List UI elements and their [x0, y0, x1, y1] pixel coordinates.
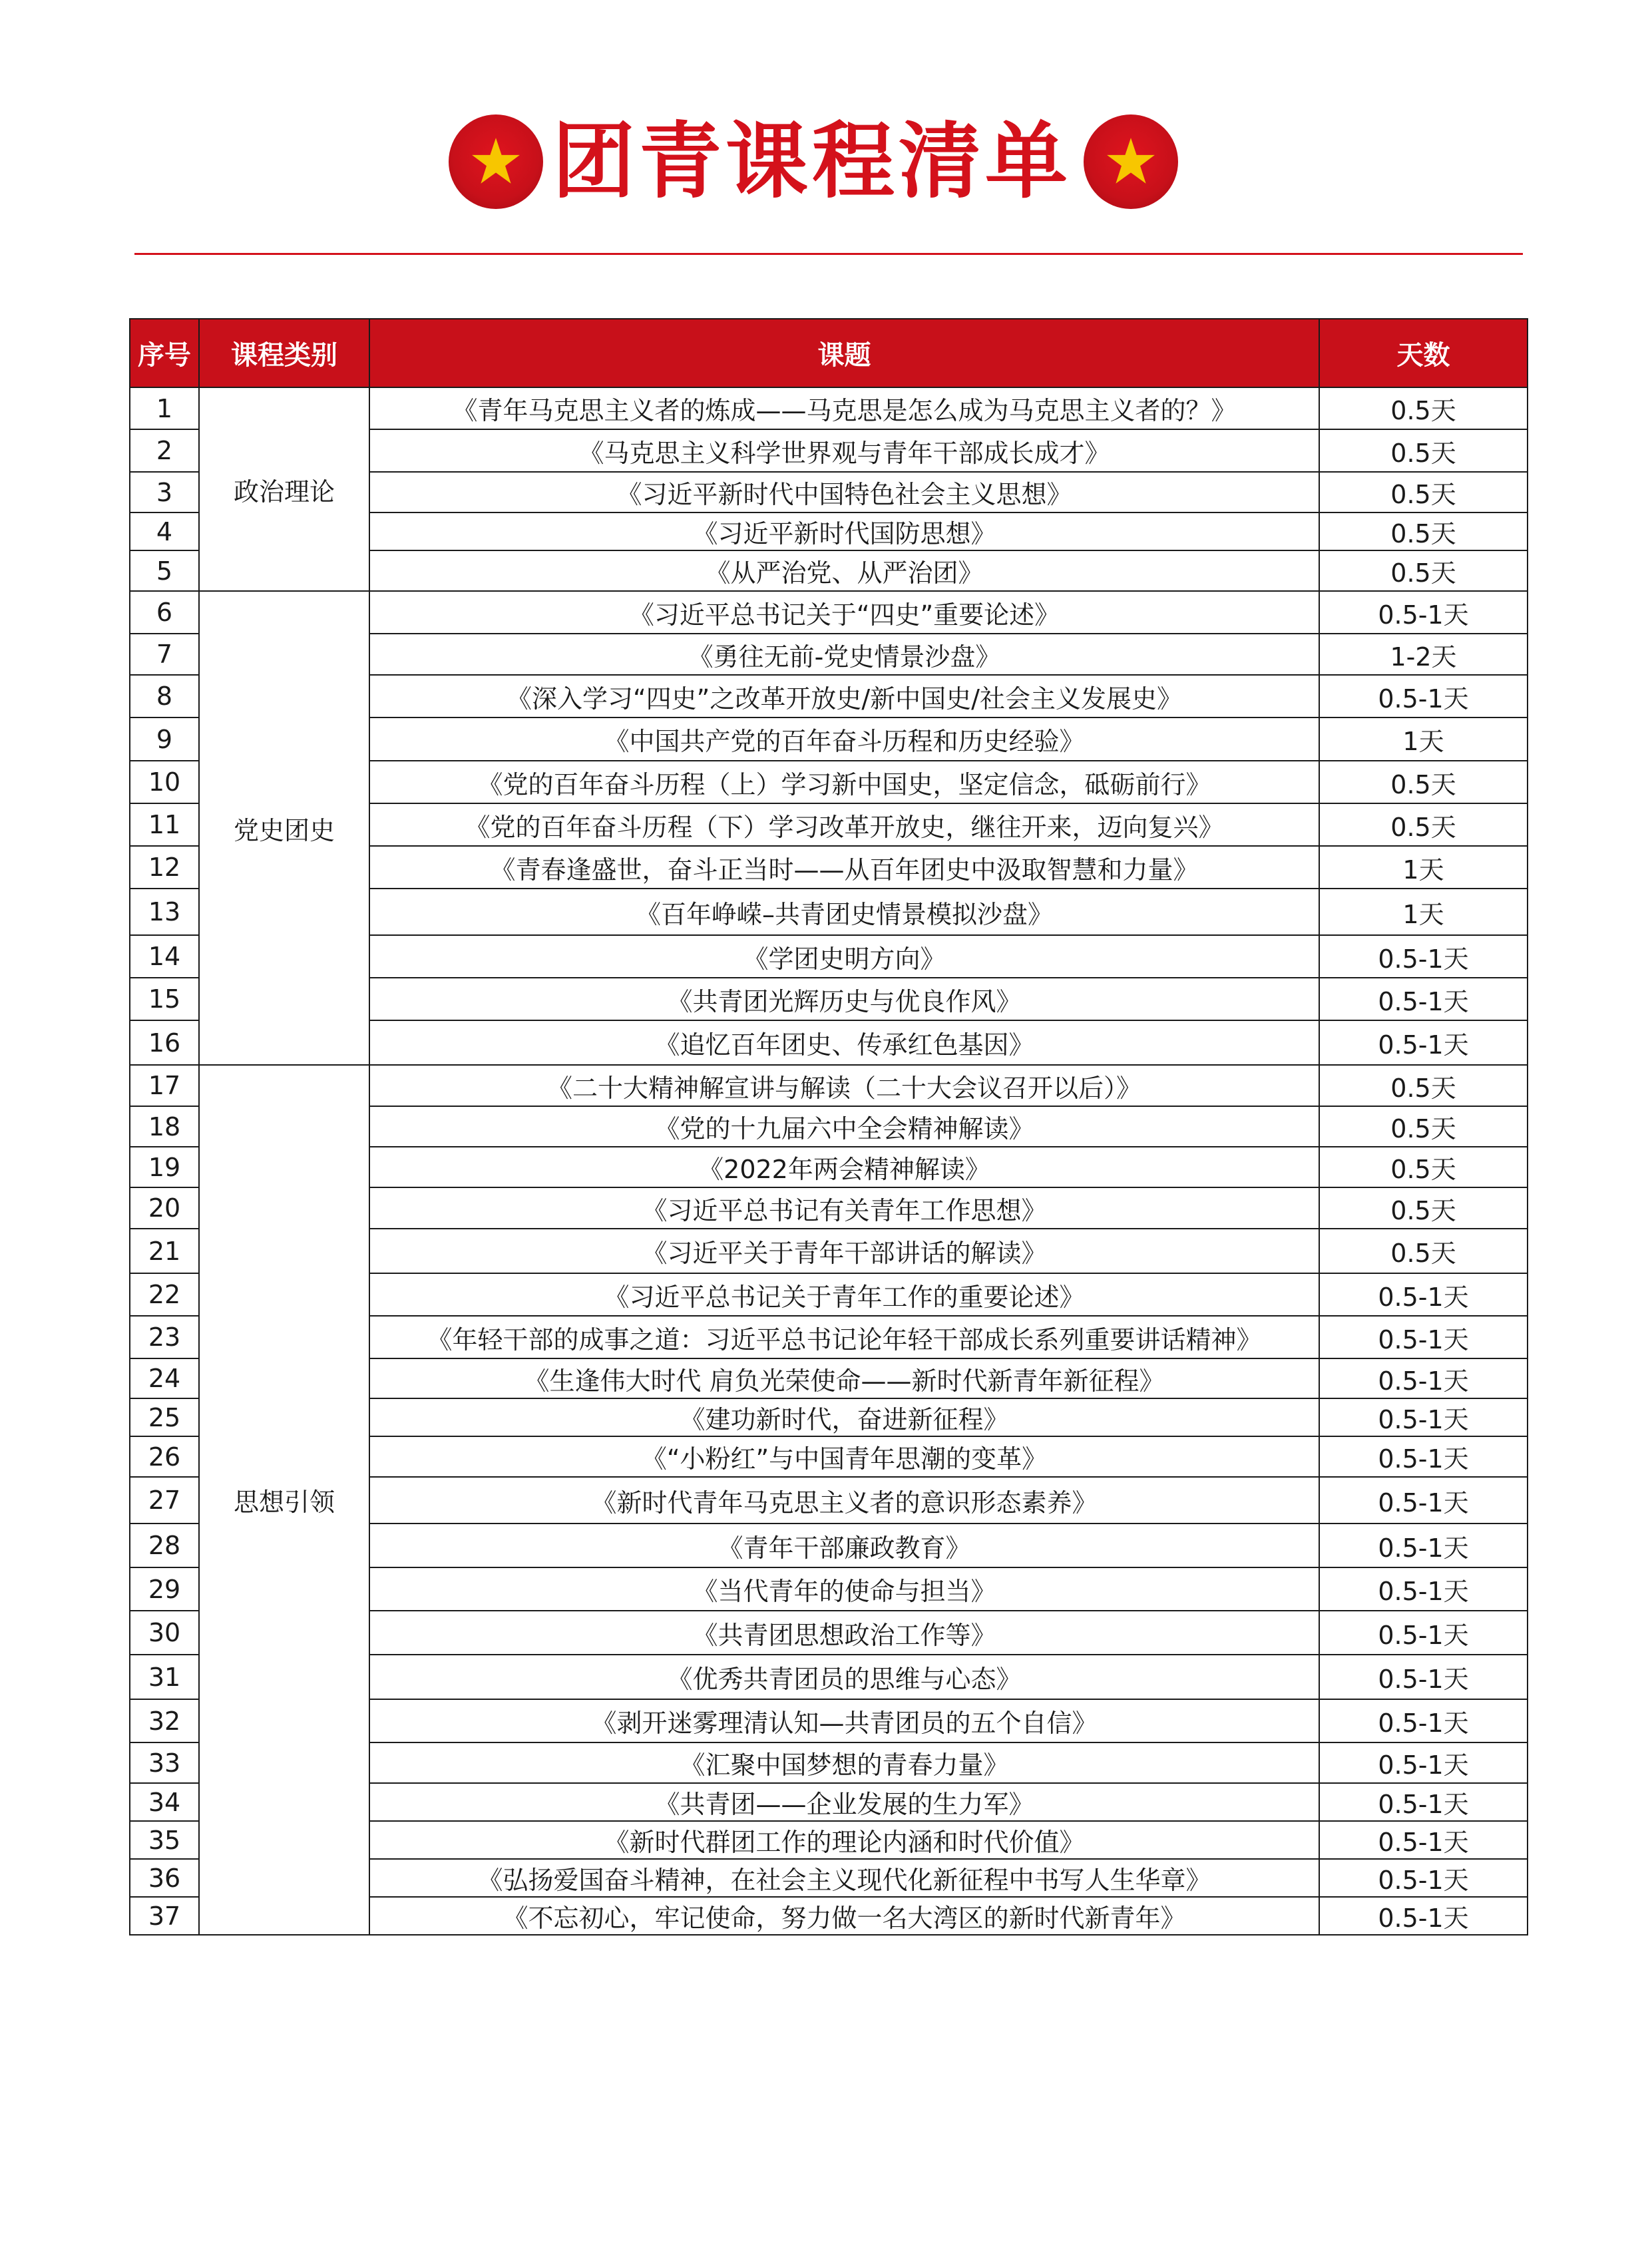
topic-cell: 《习近平总书记有关青年工作思想》 — [369, 1187, 1319, 1229]
row-number: 15 — [130, 978, 199, 1020]
row-number: 20 — [130, 1187, 199, 1229]
table-row — [130, 1065, 1528, 1106]
topic-cell: 《年轻干部的成事之道：习近平总书记论年轻干部成长系列重要讲话精神》 — [369, 1316, 1319, 1358]
category-cell: 政治理论 — [199, 387, 369, 591]
row-number: 25 — [130, 1398, 199, 1436]
days-cell: 1天 — [1319, 846, 1528, 889]
topic-cell: 《习近平总书记关于青年工作的重要论述》 — [369, 1273, 1319, 1316]
days-cell: 0.5-1天 — [1319, 1655, 1528, 1699]
days-cell: 0.5天 — [1319, 803, 1528, 846]
topic-cell: 《新时代群团工作的理论内涵和时代价值》 — [369, 1821, 1319, 1859]
row-number: 1 — [130, 387, 199, 429]
topic-cell: 《优秀共青团员的思维与心态》 — [369, 1655, 1319, 1699]
title-divider — [134, 253, 1523, 255]
header-category: 课程类别 — [199, 319, 369, 387]
row-number: 22 — [130, 1273, 199, 1316]
star-badge-right — [1084, 114, 1178, 209]
days-cell: 0.5天 — [1319, 761, 1528, 803]
row-number: 12 — [130, 846, 199, 889]
row-number: 30 — [130, 1611, 199, 1655]
topic-cell: 《习近平新时代中国特色社会主义思想》 — [369, 472, 1319, 512]
topic-cell: 《青春逢盛世，奋斗正当时——从百年团史中汲取智慧和力量》 — [369, 846, 1319, 889]
header-days: 天数 — [1319, 319, 1528, 387]
days-cell: 1-2天 — [1319, 634, 1528, 675]
days-cell: 0.5-1天 — [1319, 1524, 1528, 1567]
category-cell: 思想引领 — [199, 1065, 369, 1935]
course-table — [129, 318, 1528, 1935]
days-cell: 0.5天 — [1319, 472, 1528, 512]
row-number: 21 — [130, 1229, 199, 1273]
days-cell: 0.5-1天 — [1319, 1273, 1528, 1316]
days-cell: 1天 — [1319, 717, 1528, 761]
topic-cell: 《生逢伟大时代 肩负光荣使命——新时代新青年新征程》 — [369, 1358, 1319, 1398]
row-number: 3 — [130, 472, 199, 512]
topic-cell: 《当代青年的使命与担当》 — [369, 1567, 1319, 1611]
days-cell: 0.5-1天 — [1319, 1699, 1528, 1742]
table-body — [130, 387, 1528, 1935]
table-row — [130, 591, 1528, 634]
row-number: 2 — [130, 429, 199, 472]
row-number: 29 — [130, 1567, 199, 1611]
topic-cell: 《习近平关于青年干部讲话的解读》 — [369, 1229, 1319, 1273]
days-cell: 0.5天 — [1319, 1187, 1528, 1229]
row-number: 24 — [130, 1358, 199, 1398]
row-number: 35 — [130, 1821, 199, 1859]
topic-cell: 《建功新时代，奋进新征程》 — [369, 1398, 1319, 1436]
table-header-row — [130, 319, 1528, 387]
days-cell: 0.5天 — [1319, 1065, 1528, 1106]
days-cell: 0.5-1天 — [1319, 1859, 1528, 1897]
days-cell: 0.5-1天 — [1319, 675, 1528, 717]
days-cell: 0.5-1天 — [1319, 1316, 1528, 1358]
topic-cell: 《学团史明方向》 — [369, 935, 1319, 978]
topic-cell: 《党的百年奋斗历程（上）学习新中国史，坚定信念，砥砺前行》 — [369, 761, 1319, 803]
row-number: 23 — [130, 1316, 199, 1358]
days-cell: 0.5-1天 — [1319, 1398, 1528, 1436]
table-row — [130, 387, 1528, 429]
row-number: 31 — [130, 1655, 199, 1699]
topic-cell: 《青年马克思主义者的炼成——马克思是怎么成为马克思主义者的？》 — [369, 387, 1319, 429]
row-number: 33 — [130, 1742, 199, 1783]
topic-cell: 《共青团思想政治工作等》 — [369, 1611, 1319, 1655]
topic-cell: 《新时代青年马克思主义者的意识形态素养》 — [369, 1477, 1319, 1524]
row-number: 16 — [130, 1020, 199, 1065]
days-cell: 0.5-1天 — [1319, 1020, 1528, 1065]
days-cell: 0.5天 — [1319, 1106, 1528, 1147]
topic-cell: 《共青团光辉历史与优良作风》 — [369, 978, 1319, 1020]
row-number: 5 — [130, 550, 199, 591]
days-cell: 0.5天 — [1319, 387, 1528, 429]
topic-cell: 《汇聚中国梦想的青春力量》 — [369, 1742, 1319, 1783]
row-number: 27 — [130, 1477, 199, 1524]
days-cell: 0.5-1天 — [1319, 1897, 1528, 1935]
header-no: 序号 — [130, 319, 199, 387]
row-number: 28 — [130, 1524, 199, 1567]
topic-cell: 《习近平新时代国防思想》 — [369, 512, 1319, 550]
topic-cell: 《中国共产党的百年奋斗历程和历史经验》 — [369, 717, 1319, 761]
topic-cell: 《共青团——企业发展的生力军》 — [369, 1783, 1319, 1821]
topic-cell: 《2022年两会精神解读》 — [369, 1147, 1319, 1187]
row-number: 17 — [130, 1065, 199, 1106]
row-number: 6 — [130, 591, 199, 634]
row-number: 18 — [130, 1106, 199, 1147]
days-cell: 0.5-1天 — [1319, 1821, 1528, 1859]
days-cell: 0.5-1天 — [1319, 1436, 1528, 1477]
days-cell: 0.5天 — [1319, 550, 1528, 591]
days-cell: 0.5天 — [1319, 1229, 1528, 1273]
topic-cell: 《“小粉红”与中国青年思潮的变革》 — [369, 1436, 1319, 1477]
row-number: 10 — [130, 761, 199, 803]
days-cell: 0.5-1天 — [1319, 1783, 1528, 1821]
category-cell: 党史团史 — [199, 591, 369, 1065]
topic-cell: 《深入学习“四史”之改革开放史/新中国史/社会主义发展史》 — [369, 675, 1319, 717]
row-number: 19 — [130, 1147, 199, 1187]
days-cell: 0.5-1天 — [1319, 1611, 1528, 1655]
topic-cell: 《追忆百年团史、传承红色基因》 — [369, 1020, 1319, 1065]
page-title: 团青课程清单 — [552, 114, 1072, 210]
row-number: 4 — [130, 512, 199, 550]
star-icon — [1105, 136, 1157, 188]
days-cell: 0.5天 — [1319, 1147, 1528, 1187]
topic-cell: 《习近平总书记关于“四史”重要论述》 — [369, 591, 1319, 634]
topic-cell: 《从严治党、从严治团》 — [369, 550, 1319, 591]
topic-cell: 《不忘初心，牢记使命，努力做一名大湾区的新时代新青年》 — [369, 1897, 1319, 1935]
topic-cell: 《二十大精神解宣讲与解读（二十大会议召开以后）》 — [369, 1065, 1319, 1106]
header-topic: 课题 — [369, 319, 1319, 387]
row-number: 8 — [130, 675, 199, 717]
row-number: 11 — [130, 803, 199, 846]
days-cell: 0.5-1天 — [1319, 1477, 1528, 1524]
row-number: 36 — [130, 1859, 199, 1897]
row-number: 37 — [130, 1897, 199, 1935]
topic-cell: 《青年干部廉政教育》 — [369, 1524, 1319, 1567]
row-number: 32 — [130, 1699, 199, 1742]
topic-cell: 《党的十九届六中全会精神解读》 — [369, 1106, 1319, 1147]
row-number: 7 — [130, 634, 199, 675]
topic-cell: 《剥开迷雾理清认知—共青团员的五个自信》 — [369, 1699, 1319, 1742]
star-icon — [470, 136, 522, 188]
row-number: 14 — [130, 935, 199, 978]
days-cell: 0.5-1天 — [1319, 591, 1528, 634]
row-number: 9 — [130, 717, 199, 761]
days-cell: 0.5-1天 — [1319, 978, 1528, 1020]
days-cell: 0.5天 — [1319, 429, 1528, 472]
row-number: 34 — [130, 1783, 199, 1821]
topic-cell: 《弘扬爱国奋斗精神，在社会主义现代化新征程中书写人生华章》 — [369, 1859, 1319, 1897]
page-header — [0, 0, 1652, 266]
topic-cell: 《百年峥嵘–共青团史情景模拟沙盘》 — [369, 889, 1319, 935]
days-cell: 0.5-1天 — [1319, 1742, 1528, 1783]
days-cell: 0.5-1天 — [1319, 935, 1528, 978]
topic-cell: 《勇往无前-党史情景沙盘》 — [369, 634, 1319, 675]
days-cell: 0.5-1天 — [1319, 1358, 1528, 1398]
topic-cell: 《马克思主义科学世界观与青年干部成长成才》 — [369, 429, 1319, 472]
days-cell: 0.5天 — [1319, 512, 1528, 550]
row-number: 26 — [130, 1436, 199, 1477]
row-number: 13 — [130, 889, 199, 935]
star-badge-left — [449, 114, 543, 209]
topic-cell: 《党的百年奋斗历程（下）学习改革开放史，继往开来，迈向复兴》 — [369, 803, 1319, 846]
days-cell: 0.5-1天 — [1319, 1567, 1528, 1611]
days-cell: 1天 — [1319, 889, 1528, 935]
